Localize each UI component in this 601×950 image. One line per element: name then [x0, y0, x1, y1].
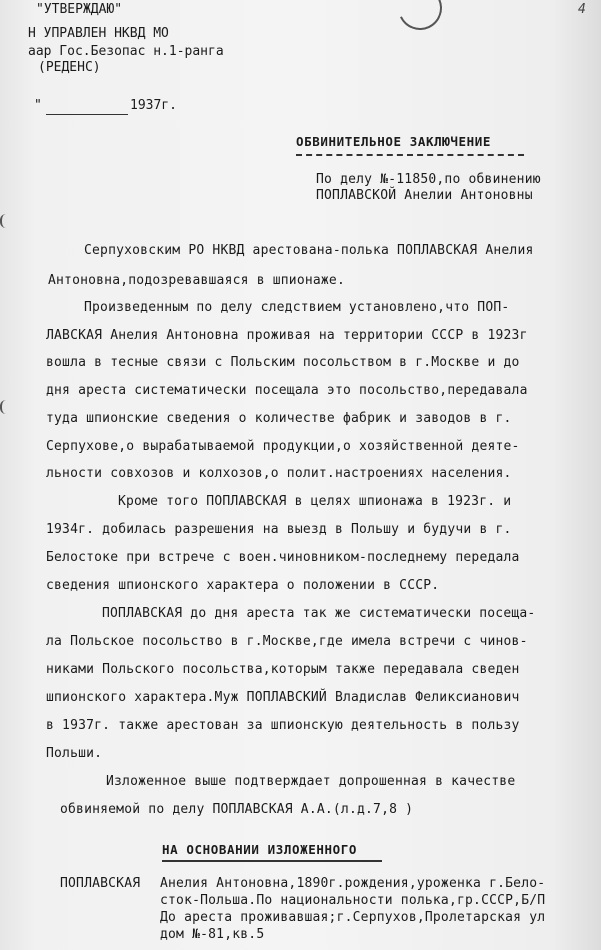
header-line-4: (РЕДЕНС) [38, 60, 101, 75]
basis-line: До ареста проживавшая;г.Серпухов,Пролетарская ул [160, 910, 546, 925]
body-line: Серпухове,о вырабатываемой продукции,о хозяйственной деяте- [46, 439, 520, 454]
body-line: дня ареста систематически посещала это посольство,передавала [46, 383, 528, 398]
date-year: 1937г. [130, 98, 177, 113]
body-line: туда шпионские сведения о количестве фабрик и заводов в г. [46, 411, 512, 426]
body-line: никами Польского посольства,которым также передавала сведен [46, 662, 520, 677]
basis-underline [162, 860, 382, 862]
body-line: Антоновна,подозревавшаяся в шпионаже. [48, 273, 345, 288]
body-line: в 1937г. также арестован за шпионскую деятельность в пользу [46, 718, 520, 733]
body-line: Белостоке при встрече с воен.чиновником-последнему передала [46, 550, 520, 565]
basis-heading: НА ОСНОВАНИИ ИЗЛОЖЕННОГО [162, 842, 358, 857]
basis-line: сток-Польша.По национальности полька,гр.СССР,Б/П [160, 893, 546, 908]
margin-mark [0, 214, 12, 228]
body-line: Произведенным по делу следствием установлено,что ПОП- [84, 300, 510, 315]
title-underline [296, 154, 524, 156]
body-line: ЛАВСКАЯ Анелия Антоновна проживая на территории СССР в 1923г [46, 328, 528, 343]
document-title: ОБВИНИТЕЛЬНОЕ ЗАКЛЮЧЕНИЕ [296, 134, 492, 149]
date-blank-line [46, 114, 128, 115]
header-line-3: аар Гос.Безопас н.1-ранга [28, 44, 224, 59]
case-line-2: ПОПЛАВСКОЙ Анелии Антоновны [316, 188, 533, 203]
body-line: 1934г. добилась разрешения на выезд в Польшу и будучи в г. [46, 522, 512, 537]
header-line-2: Н УПРАВЛЕН НКВД МО [28, 26, 169, 41]
page-number: 4 [578, 2, 586, 17]
body-line: ла Польское посольство в г.Москве,где имела встречи с чинов- [46, 634, 528, 649]
body-line: Польши. [46, 746, 103, 761]
basis-line: Анелия Антоновна,1890г.рождения,уроженка г.Бело- [160, 876, 546, 891]
body-line: вошла в тесные связи с Польским посольством в г.Москве и до [46, 355, 520, 370]
case-line-1: По делу №-11850,по обвинению [316, 172, 541, 187]
accused-name: ПОПЛАВСКАЯ [60, 876, 141, 891]
body-line: сведения шпионского характера о положении в СССР. [46, 578, 440, 593]
margin-mark [0, 400, 12, 414]
body-line: Кроме того ПОПЛАВСКАЯ в целях шпионажа в 1923г. и [118, 494, 512, 509]
handwritten-mark [392, 0, 448, 36]
body-line: шпионского характера.Муж ПОПЛАВСКИЙ Владислав Феликсианович [46, 690, 520, 705]
body-line: ПОПЛАВСКАЯ до дня ареста так же систематически посеща- [102, 606, 536, 621]
basis-line: дом №-81,кв.5 [160, 927, 265, 942]
approval-stamp: "УТВЕРЖДАЮ" [36, 2, 123, 17]
body-line: обвиняемой по делу ПОПЛАВСКАЯ А.А.(л.д.7,8 ) [60, 802, 414, 817]
body-line: Серпуховским РО НКВД арестована-полька ПОПЛАВСКАЯ Анелия [84, 243, 534, 258]
body-line: Изложенное выше подтверждает допрошенная в качестве [106, 774, 516, 789]
date-quote: " [34, 98, 42, 113]
body-line: льности совхозов и колхозов,о полит.настроениях населения. [46, 466, 512, 481]
